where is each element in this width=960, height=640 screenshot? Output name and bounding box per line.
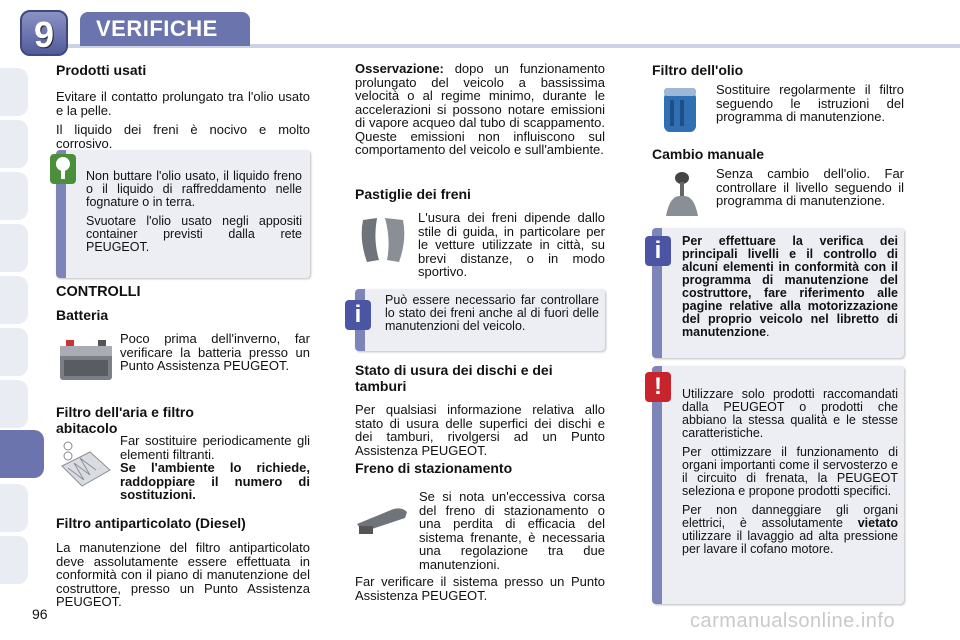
brake-pads-title: Pastiglie dei freni: [355, 186, 471, 202]
oil-filter-title: Filtro dell'olio: [652, 62, 744, 78]
battery-text-block: [120, 332, 310, 373]
eco-note-p1: Non buttare l'olio usato, il liquido freno o il liquido di raffreddamento nelle fognature o in terra.: [86, 169, 302, 209]
controls-title: CONTROLLI: [56, 284, 141, 300]
info-icon: i: [645, 236, 671, 266]
side-tab[interactable]: [0, 276, 28, 324]
discs-text: Per qualsiasi informazione relativa allo stato di usura delle superfici dei dischi e dei tamburi, rivolgersi ad un Punto Assistenza PEUGEOT.: [355, 402, 605, 458]
oil-filter-text-block: [716, 83, 904, 124]
oil-filter-text: Sostituire regolarmente il filtro seguendo le istruzioni del programma di manutenzione.: [716, 82, 904, 124]
air-filter-text: Far sostituire periodicamente gli elementi filtranti.: [120, 433, 310, 462]
page-number: 96: [32, 606, 48, 622]
warning-p3a: Per non danneggiare gli organi elettrici, è assolutamente: [682, 503, 898, 530]
parking-brake-text-block: [355, 490, 605, 602]
maintenance-info-note: [652, 228, 904, 358]
dpf-title: Filtro antiparticolato (Diesel): [56, 515, 246, 531]
side-chapter-tabs: [0, 40, 52, 620]
side-tab-active[interactable]: [0, 430, 44, 478]
brake-pads-text-block: [418, 211, 605, 279]
column-1: [56, 62, 310, 150]
page-header: [0, 0, 960, 60]
brakes-info-note: [355, 289, 605, 351]
dpf-text: La manutenzione del filtro antiparticolato deve assolutamente essere effettuata in conformità con il piano di manutenzione del costruttore, presso un Punto Assistenza PEUGEOT.: [56, 540, 310, 609]
observation-label: Osservazione:: [355, 61, 444, 76]
air-filter-title: Filtro dell'aria e filtro abitacolo: [56, 404, 194, 436]
manual-gearbox-text: Senza cambio dell'olio. Far controllare il livello seguendo il programma di manutenzione.: [716, 166, 904, 208]
brake-pads-icon: [357, 212, 409, 273]
info-icon: i: [345, 300, 371, 330]
eco-note-p2: Svuotare l'olio usato negli appositi container previsti dalla rete PEUGEOT.: [86, 214, 302, 254]
gear-lever-icon: [660, 170, 704, 225]
eco-note: [56, 150, 310, 278]
watermark: carmanualsonline.info: [690, 610, 896, 632]
warning-p2: Per ottimizzare il funzionamento di organi importanti come il servosterzo e il circuito di frenata, la PEUGEOT seleziona e propone prodotti specifici.: [682, 445, 898, 498]
brake-pads-text: L'usura dei freni dipende dallo stile di guida, in particolare per le vetture utilizzate in città, su brevi distanze, o in modo sportivo.: [418, 210, 605, 279]
manual-gearbox-title: Cambio manuale: [652, 146, 765, 162]
parking-brake-text2: Far verificare il sistema presso un Punto Assistenza PEUGEOT.: [355, 574, 605, 603]
maintenance-info-bold: Per effettuare la verifica dei principali livelli e il controllo di alcuni elementi in conformità con il programma di manutenzione del costruttore, fare riferimento alle pagine relative alla motorizzazione del proprio veicolo nel libretto di manutenzione: [682, 234, 898, 339]
side-tab[interactable]: [0, 68, 28, 116]
page-title: VERIFICHE: [96, 16, 218, 41]
air-filter-text-block: [120, 434, 310, 502]
chapter-number: 9: [33, 14, 55, 55]
discs-title: Stato di usura dei dischi e dei tamburi: [355, 362, 553, 394]
side-tab[interactable]: [0, 484, 28, 532]
discs-text-block: [355, 403, 605, 457]
battery-text: Poco prima dell'inverno, far verificare la batteria presso un Punto Assistenza PEUGEOT.: [120, 331, 310, 373]
warning-icon: !: [645, 372, 671, 402]
air-filter-icon: [58, 438, 114, 495]
dpf-text-block: [56, 541, 310, 609]
side-tab[interactable]: [0, 380, 28, 428]
used-products-p1: Evitare il contatto prolungato tra l'olio usato e la pelle.: [56, 89, 310, 118]
side-tab[interactable]: [0, 328, 28, 376]
parking-brake-text: Se si nota un'eccessiva corsa del freno di stazionamento o una perdita di efficacia del sistema frenante, è necessaria una regolazione tra due manutenzioni.: [419, 489, 605, 572]
brakes-info-text: Può essere necessario far controllare lo stato dei freni anche al di fuori delle manutenzioni del veicolo.: [385, 293, 599, 333]
used-products-title: Prodotti usati: [56, 62, 147, 78]
warning-note: [652, 366, 904, 604]
warning-p3c: utilizzare il lavaggio ad alta pressione per lavare il cofano motore.: [682, 529, 898, 556]
side-tab[interactable]: [0, 172, 28, 220]
air-filter-bold: Se l'ambiente lo richiede, raddoppiare il numero di sostituzioni.: [120, 460, 310, 502]
used-products-p2: Il liquido dei freni è nocivo e molto corrosivo.: [56, 122, 310, 151]
side-tab[interactable]: [0, 224, 28, 272]
warning-p1: Utilizzare solo prodotti raccomandati dalla PEUGEOT o prodotti che abbiano la stessa qualità e le stesse caratteristiche.: [682, 387, 898, 440]
observation-block: [355, 62, 605, 157]
battery-title: Batteria: [56, 307, 109, 323]
observation-text: dopo un funzionamento prolungato del veicolo a bassissima velocità o al regime minimo, durante le accelerazioni si possono notare emissioni di vapore acqueo dal tubo di scappamento. Queste emissioni non influiscono sul comportamento del veicolo e sull'ambiente.: [355, 61, 605, 157]
chapter-badge: [20, 10, 68, 56]
battery-icon: [58, 336, 114, 389]
oil-filter-icon: [660, 86, 700, 141]
manual-gearbox-text-block: [716, 167, 904, 208]
warning-p3b: vietato: [857, 516, 898, 530]
side-tab[interactable]: [0, 120, 28, 168]
eco-tree-icon: [50, 154, 76, 184]
side-tab[interactable]: [0, 536, 28, 584]
parking-brake-title: Freno di stazionamento: [355, 460, 513, 476]
maintenance-info-end: .: [766, 325, 770, 339]
